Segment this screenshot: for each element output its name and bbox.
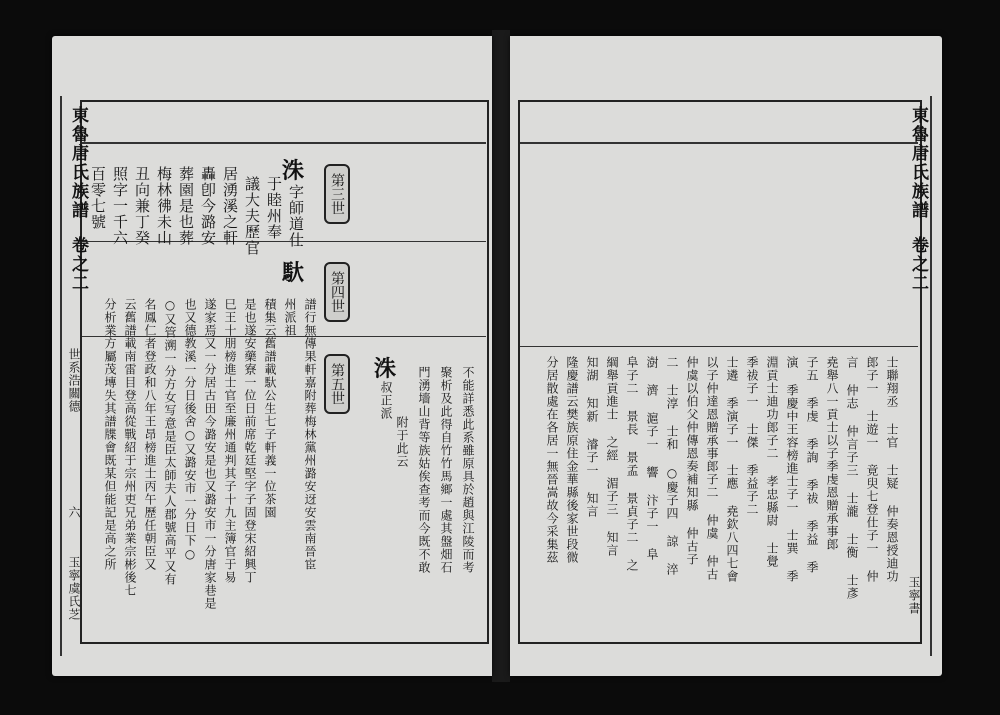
- left-volume-label: 卷之二: [68, 236, 88, 293]
- person-3-name: 洙: [374, 356, 397, 382]
- right-entry-col-9: 士遴 季演子一 士應 堯欽八四七會: [725, 356, 739, 583]
- right-entry-col-17: 隆慶譜云樊族原住金華縣後家世段微: [565, 356, 579, 564]
- person-2-entry-col-8: ○又管溯一分方女写意是臣太師夫人郡號高平又有: [163, 298, 177, 586]
- right-publisher: 玉寧書: [907, 576, 921, 615]
- right-entry-col-8: 季祓子一 士傑 季益子二: [745, 356, 759, 516]
- person-1-entry-col-9: 照字一千六: [111, 166, 129, 246]
- right-entry-col-14: 阜子二 景長 景孟 景貞子二 之: [625, 356, 639, 572]
- person-1-entry-col-7: 梅林彿未山: [155, 166, 173, 246]
- right-entry-col-4: 堯舉八一貢士以子季虔恩贈承事郎: [825, 356, 839, 551]
- person-1-entry-col-3: 議大夫歷官: [243, 176, 261, 256]
- person-2-name: 馱: [282, 260, 305, 286]
- person-2-entry-col-10: 云舊譜載南雷目登高從戰紹于宗州吏兄弟業宗彬後七: [123, 298, 137, 597]
- right-entry-col-13: 澍 濟 滬子一 響 汴子一 阜: [645, 356, 659, 561]
- left-branch-label: 世系浩關德: [67, 348, 81, 413]
- person-1-entry-col-4: 居湧溪之軒: [221, 166, 239, 246]
- person-2-entry-col-5: 巳王十朋榜進士官至廉州通判其子十九主簿官于易: [223, 298, 237, 584]
- left-page: [52, 36, 492, 676]
- right-entry-col-18: 分居散處在各居一無晉嵩故今采集茲: [545, 356, 559, 564]
- left-spine-title: 東魯唐氏族譜: [68, 106, 88, 220]
- right-entry-col-16: 知湖 知新 濬子一 知言: [585, 356, 599, 518]
- person-1-entry-col-1: 字師道仕: [287, 184, 305, 248]
- person-3-sub-label: 叔正派: [379, 381, 393, 420]
- right-page: [510, 36, 942, 676]
- right-volume-label: 卷之二: [908, 236, 928, 293]
- generation-4-label: 第四世: [329, 271, 345, 313]
- right-entry-col-15: 綱舉貢進士 之經 湄子三 知言: [605, 356, 619, 557]
- generation-5-label: 第五世: [329, 363, 345, 405]
- right-spine-title: 東魯唐氏族譜: [908, 106, 928, 220]
- book-spread: [52, 30, 942, 685]
- person-1-name: 洙: [282, 158, 305, 184]
- person-2-entry-col-2: 州派祖: [283, 298, 297, 337]
- person-3-entry-col-3: 門湧墻山背等族姑俟查考而今既不敢: [417, 366, 431, 574]
- person-3-entry-col-4: 附于此云: [395, 416, 409, 468]
- person-1-entry-col-6: 葬園是也葬: [177, 166, 195, 246]
- person-1-entry-col-5: 轟卽今潞安: [199, 166, 217, 246]
- person-2-entry-col-9: 名鳳仁者登政和八年王昂榜進士丙午歷任朝臣又: [143, 298, 157, 571]
- right-entry-col-11: 仲虞以伯父仲傳恩奏補知縣 仲古子: [685, 356, 699, 566]
- right-entry-col-10: 以子仲達恩贈承事郎子二 仲虞 仲古: [705, 356, 719, 581]
- right-header-rule: [520, 142, 918, 144]
- right-entry-col-6: 演 季慶中王容榜進士子一 士巽 季: [785, 356, 799, 583]
- person-2-entry-col-7: 也又德教溪一分日後舍○又潞安市一分日下○: [183, 298, 197, 562]
- right-entry-col-3: 言 仲志 仲言子三 士瀧 士衡 士彥: [845, 356, 859, 600]
- generation-4-badge: [324, 262, 350, 322]
- right-entry-col-12: 二 士淳 士和 ○慶子四 諒 淬: [665, 356, 679, 576]
- person-1-entry-col-10: 百零七號: [89, 166, 107, 230]
- book-gutter: [492, 30, 510, 682]
- right-entry-col-7: 淵貢士迪功郎子二 孝忠縣尉 士覺: [765, 356, 779, 568]
- left-header-rule: [82, 142, 486, 144]
- generation-3-label: 第三世: [329, 173, 345, 215]
- person-2-entry-col-11: 分析業方屬茂塼失其譜牒會既某但能記是高之所: [103, 298, 117, 571]
- person-3-entry-col-1: 不能詳悉此系雖原具於趙與江陵而考: [461, 366, 475, 574]
- right-section-rule: [520, 346, 918, 347]
- right-entry-col-2: 郎子一 士遊一 竟臾七登仕子一 仲: [865, 356, 879, 583]
- left-publisher: 玉寧虞氏芝: [67, 556, 81, 621]
- right-entry-col-5: 子五 季虔 季詢 季祓 季益 季: [805, 356, 819, 574]
- person-2-entry-col-4: 是也遂安藥寮一位日前席乾廷堅字子固登宋紹興丁: [243, 298, 257, 584]
- person-3-entry-col-2: 聚析及此得自竹竹馬鄉一處其盤畑石: [439, 366, 453, 574]
- person-2-entry-col-1: 譜行無傳果軒嘉附葬梅林黨州潞安迓安雲南晉宦: [303, 298, 317, 571]
- generation-5-badge: [324, 354, 350, 414]
- generation-3-badge: [324, 164, 350, 224]
- left-page-number: 六: [67, 506, 81, 519]
- person-1-entry-col-8: 丑向兼丁癸: [133, 166, 151, 246]
- person-2-entry-col-6: 遂家焉又一分居古田今潞安是也又潞安市一分唐家巷是: [203, 298, 217, 610]
- right-entry-col-1: 士聯翔丞 士官 士疑 仲奏恩授迪功: [885, 356, 899, 583]
- person-1-entry-col-2: 于睦州奉: [265, 176, 283, 240]
- left-spine-rule: [60, 96, 62, 656]
- person-2-entry-col-3: 積集云舊譜載馱公生七子軒義一位茶園: [263, 298, 277, 519]
